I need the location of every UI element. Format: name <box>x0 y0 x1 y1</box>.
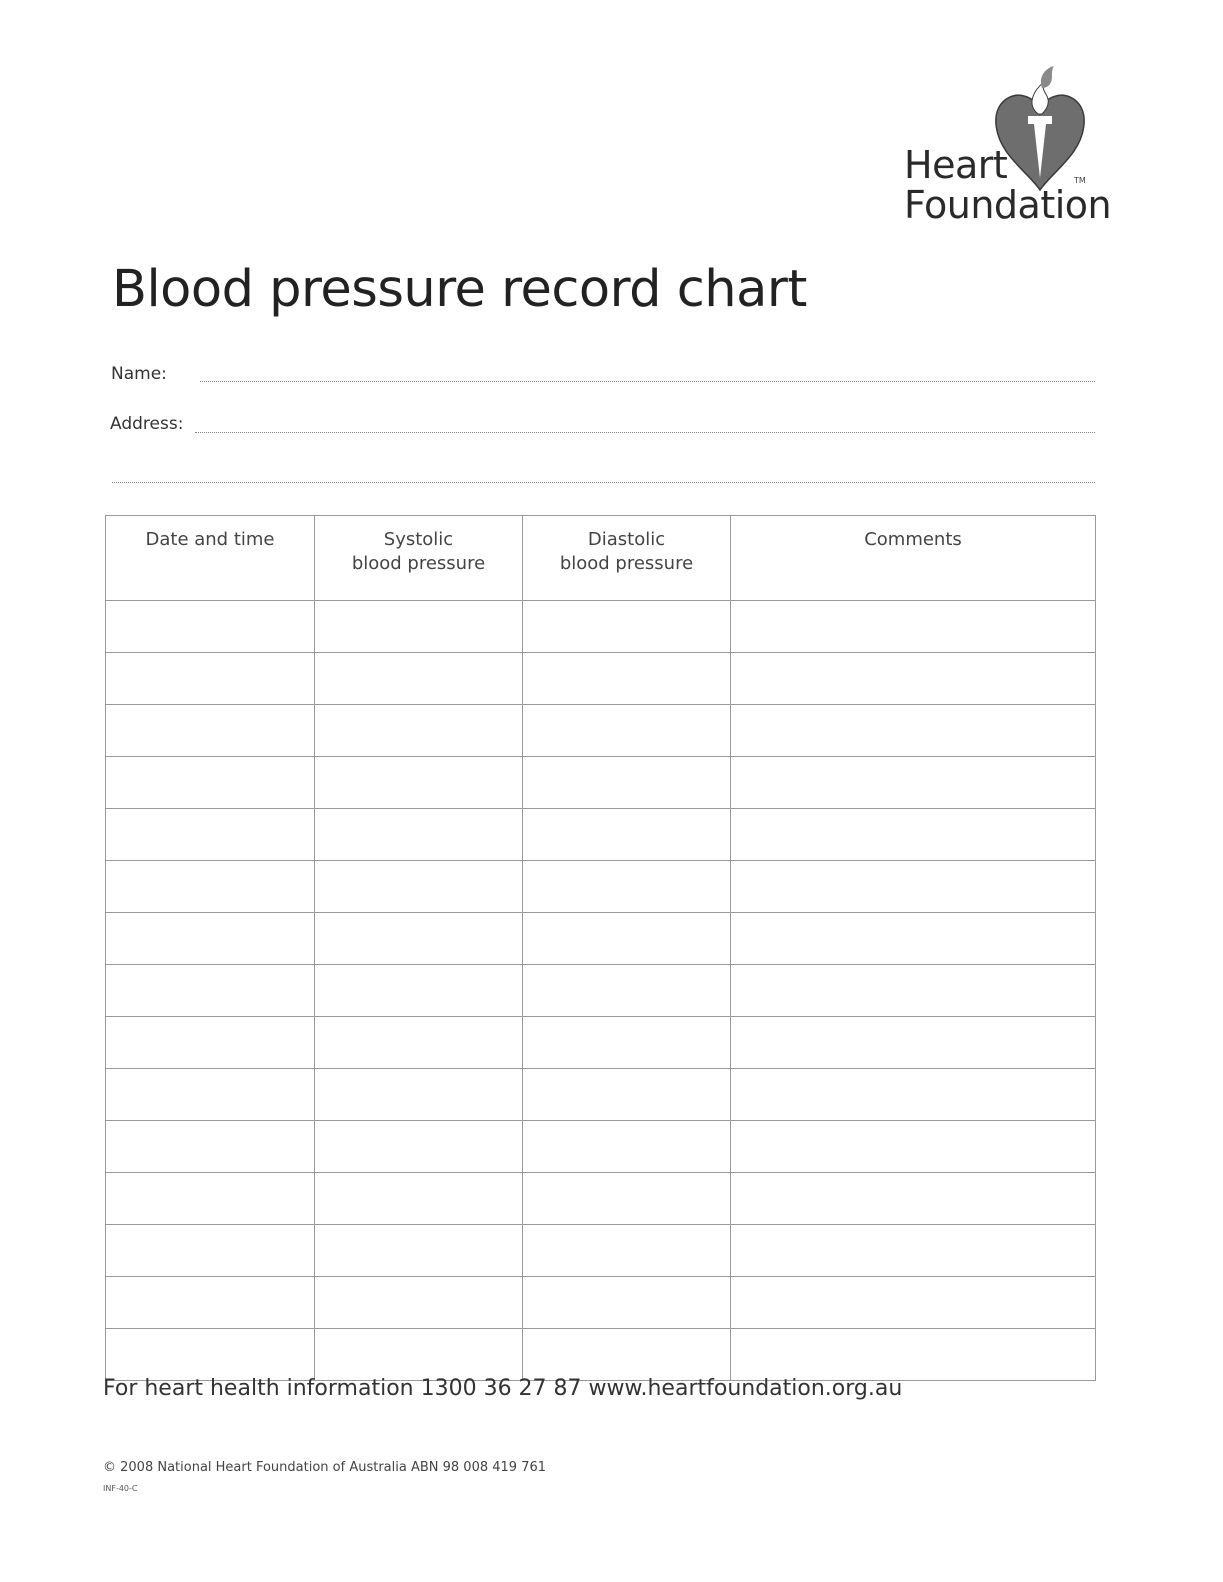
cell-date-time[interactable] <box>106 809 315 861</box>
cell-systolic[interactable] <box>315 1173 523 1225</box>
cell-date-time[interactable] <box>106 1277 315 1329</box>
cell-systolic[interactable] <box>315 1277 523 1329</box>
header-date-time <box>106 516 315 601</box>
logo-foundation-text: Foundation <box>904 183 1112 227</box>
cell-date-time[interactable] <box>106 1017 315 1069</box>
cell-comments[interactable] <box>731 965 1096 1017</box>
cell-systolic[interactable] <box>315 757 523 809</box>
cell-diastolic[interactable] <box>523 809 731 861</box>
header-diastolic-line1: Diastolic <box>587 529 666 550</box>
cell-diastolic[interactable] <box>523 1069 731 1121</box>
table-row <box>106 601 1096 653</box>
footer-info: For heart health information 1300 36 27 87 www.heartfoundation.org.au <box>103 1376 903 1401</box>
cell-comments[interactable] <box>731 653 1096 705</box>
copyright-notice: © 2008 National Heart Foundation of Australia ABN 98 008 419 761 <box>103 1460 547 1475</box>
cell-date-time[interactable] <box>106 601 315 653</box>
cell-diastolic[interactable] <box>523 757 731 809</box>
cell-date-time[interactable] <box>106 757 315 809</box>
cell-systolic[interactable] <box>315 653 523 705</box>
cell-date-time[interactable] <box>106 1329 315 1381</box>
cell-diastolic[interactable] <box>523 705 731 757</box>
cell-diastolic[interactable] <box>523 1121 731 1173</box>
cell-date-time[interactable] <box>106 1069 315 1121</box>
cell-systolic[interactable] <box>315 1017 523 1069</box>
cell-date-time[interactable] <box>106 861 315 913</box>
cell-comments[interactable] <box>731 913 1096 965</box>
cell-diastolic[interactable] <box>523 1329 731 1381</box>
cell-systolic[interactable] <box>315 913 523 965</box>
header-comments <box>731 516 1096 601</box>
cell-systolic[interactable] <box>315 1329 523 1381</box>
table-row <box>106 861 1096 913</box>
heart-foundation-logo <box>900 62 1110 232</box>
cell-systolic[interactable] <box>315 1069 523 1121</box>
logo-trademark: TM <box>1074 176 1086 185</box>
table-row <box>106 809 1096 861</box>
cell-diastolic[interactable] <box>523 965 731 1017</box>
document-code: INF-40-C <box>103 1484 138 1493</box>
cell-date-time[interactable] <box>106 1173 315 1225</box>
record-table <box>105 515 1096 1381</box>
table-row <box>106 1329 1096 1381</box>
cell-comments[interactable] <box>731 1069 1096 1121</box>
table-row <box>106 965 1096 1017</box>
table-row <box>106 1225 1096 1277</box>
cell-comments[interactable] <box>731 1017 1096 1069</box>
cell-comments[interactable] <box>731 1225 1096 1277</box>
logo-heart-text: Heart <box>904 143 1008 187</box>
table-row <box>106 1173 1096 1225</box>
header-comments-label: Comments <box>864 529 962 550</box>
header-diastolic-line2: blood pressure <box>559 553 694 574</box>
cell-comments[interactable] <box>731 705 1096 757</box>
cell-systolic[interactable] <box>315 601 523 653</box>
address-label: Address: <box>110 414 184 434</box>
cell-date-time[interactable] <box>106 1121 315 1173</box>
table-row <box>106 1277 1096 1329</box>
cell-systolic[interactable] <box>315 861 523 913</box>
table-row <box>106 653 1096 705</box>
cell-diastolic[interactable] <box>523 913 731 965</box>
table-row <box>106 1069 1096 1121</box>
cell-comments[interactable] <box>731 1329 1096 1381</box>
table-row <box>106 1121 1096 1173</box>
cell-comments[interactable] <box>731 861 1096 913</box>
cell-comments[interactable] <box>731 601 1096 653</box>
cell-diastolic[interactable] <box>523 1173 731 1225</box>
header-date-time-label: Date and time <box>145 529 275 550</box>
cell-diastolic[interactable] <box>523 861 731 913</box>
cell-diastolic[interactable] <box>523 1225 731 1277</box>
cell-systolic[interactable] <box>315 705 523 757</box>
cell-systolic[interactable] <box>315 1121 523 1173</box>
name-field[interactable] <box>200 381 1095 382</box>
cell-systolic[interactable] <box>315 1225 523 1277</box>
header-diastolic <box>523 516 731 601</box>
cell-systolic[interactable] <box>315 965 523 1017</box>
address-field-line-1[interactable] <box>195 432 1095 433</box>
table-row <box>106 705 1096 757</box>
table-row <box>106 757 1096 809</box>
cell-date-time[interactable] <box>106 1225 315 1277</box>
cell-diastolic[interactable] <box>523 1017 731 1069</box>
cell-date-time[interactable] <box>106 653 315 705</box>
header-systolic-line1: Systolic <box>383 529 454 550</box>
table-row <box>106 1017 1096 1069</box>
cell-diastolic[interactable] <box>523 601 731 653</box>
table-row <box>106 913 1096 965</box>
table-header-row <box>106 516 1096 601</box>
cell-comments[interactable] <box>731 809 1096 861</box>
cell-comments[interactable] <box>731 1173 1096 1225</box>
cell-systolic[interactable] <box>315 809 523 861</box>
cell-date-time[interactable] <box>106 705 315 757</box>
cell-diastolic[interactable] <box>523 653 731 705</box>
record-table-body <box>106 601 1096 1381</box>
header-systolic-line2: blood pressure <box>351 553 486 574</box>
address-field-line-2[interactable] <box>112 482 1095 483</box>
cell-comments[interactable] <box>731 1277 1096 1329</box>
cell-diastolic[interactable] <box>523 1277 731 1329</box>
cell-comments[interactable] <box>731 1121 1096 1173</box>
cell-date-time[interactable] <box>106 913 315 965</box>
page-title: Blood pressure record chart <box>112 260 807 319</box>
name-label: Name: <box>111 364 167 384</box>
cell-comments[interactable] <box>731 757 1096 809</box>
header-systolic <box>315 516 523 601</box>
cell-date-time[interactable] <box>106 965 315 1017</box>
